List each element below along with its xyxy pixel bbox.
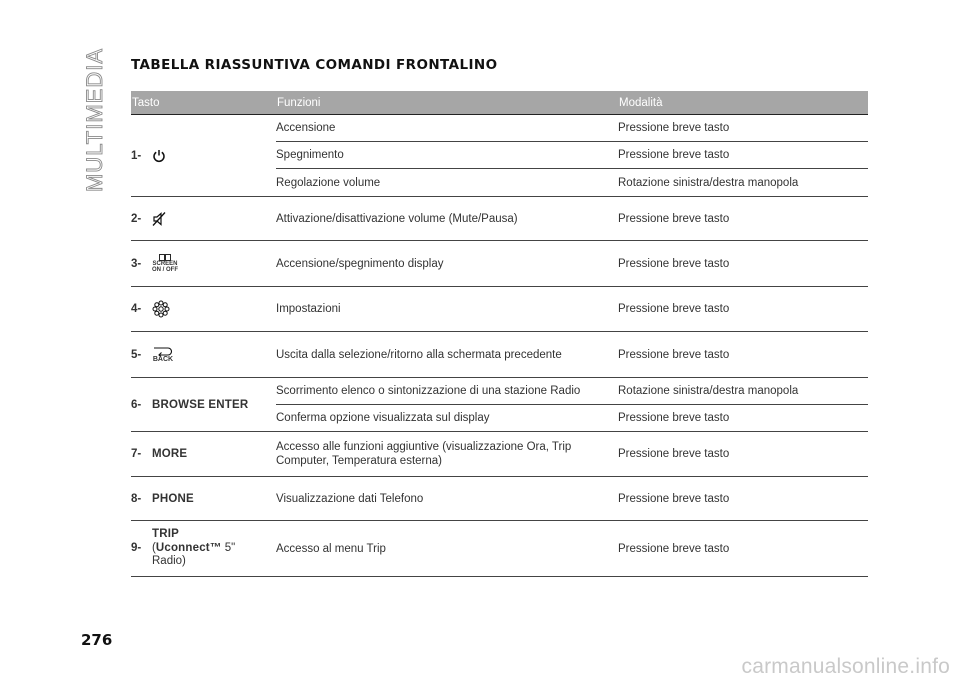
screen-icon-label: SCREEN — [152, 261, 178, 267]
screen-on-off-icon — [152, 254, 178, 273]
mode-cell: Pressione breve tasto — [618, 332, 868, 378]
function-cell — [276, 432, 618, 477]
key-number: 6- — [131, 398, 142, 411]
trip-uconnect: Uconnect™ — [155, 541, 222, 554]
column-header-tasto: Tasto — [131, 91, 276, 115]
back-icon-label: BACK — [152, 356, 174, 363]
key-number: 2- — [131, 212, 142, 225]
function-line: Accesso alle funzioni aggiuntive (visualizzazione Ora, Trip — [276, 440, 572, 453]
mode-cell: Pressione breve tasto — [618, 287, 868, 332]
function-cell: Conferma opzione visualizzata sul display — [276, 405, 618, 432]
mode-cell: Pressione breve tasto — [618, 477, 868, 521]
table-row — [131, 521, 868, 577]
table-row — [131, 287, 868, 332]
trip-paren: ( — [152, 541, 156, 554]
on-off-icon-label: ON / OFF — [152, 267, 178, 273]
table-row — [131, 115, 868, 142]
table-row — [131, 241, 868, 287]
mode-cell: Pressione breve tasto — [618, 115, 868, 142]
more-key-label: MORE — [152, 448, 188, 460]
key-cell — [131, 197, 276, 241]
settings-gear-icon — [152, 300, 170, 318]
function-cell: Scorrimento elenco o sintonizzazione di una stazione Radio — [276, 378, 618, 405]
phone-key-label: PHONE — [152, 492, 194, 505]
section-label-text: MULTIMEDIA — [82, 47, 108, 193]
key-number: 5- — [131, 348, 142, 361]
table-row — [131, 378, 868, 405]
mode-cell: Pressione breve tasto — [618, 432, 868, 477]
mode-cell: Pressione breve tasto — [618, 521, 868, 577]
controls-table — [131, 91, 868, 577]
power-icon — [152, 149, 166, 163]
table-row — [131, 332, 868, 378]
mode-cell: Pressione breve tasto — [618, 241, 868, 287]
key-cell — [131, 432, 276, 477]
key-number: 1- — [131, 149, 142, 162]
mute-icon — [152, 211, 167, 227]
function-cell: Accensione/spegnimento display — [276, 241, 618, 287]
key-cell — [131, 115, 276, 197]
key-cell — [131, 521, 276, 577]
key-number: 7- — [131, 448, 142, 460]
key-cell — [131, 477, 276, 521]
trip-label: TRIP — [152, 527, 179, 540]
key-number: 9- — [131, 542, 142, 555]
page-title: TABELLA RIASSUNTIVA COMANDI FRONTALINO — [131, 57, 498, 73]
function-cell: Attivazione/disattivazione volume (Mute/Pausa) — [276, 197, 618, 241]
table-row — [131, 197, 868, 241]
mode-cell: Pressione breve tasto — [618, 197, 868, 241]
function-cell: Accesso al menu Trip — [276, 521, 618, 577]
table-row — [131, 477, 868, 521]
page-number: 276 — [81, 631, 113, 649]
function-cell: Visualizzazione dati Telefono — [276, 477, 618, 521]
function-line: Computer, Temperatura esterna) — [276, 455, 442, 467]
function-cell: Accensione — [276, 115, 618, 142]
mode-cell: Pressione breve tasto — [618, 405, 868, 432]
key-cell — [131, 378, 276, 432]
mode-cell: Rotazione sinistra/destra manopola — [618, 378, 868, 405]
function-cell: Impostazioni — [276, 287, 618, 332]
mode-cell: Pressione breve tasto — [618, 142, 868, 169]
key-number: 4- — [131, 303, 142, 315]
table-header-row — [131, 91, 868, 115]
watermark: carmanualsonline.info — [741, 655, 950, 678]
mode-cell: Rotazione sinistra/destra manopola — [618, 169, 868, 197]
column-header-modalita: Modalità — [618, 91, 868, 115]
key-number: 3- — [131, 257, 142, 270]
key-cell — [131, 287, 276, 332]
trip-radio: Radio) — [152, 555, 186, 568]
function-cell: Regolazione volume — [276, 169, 618, 197]
trip-size: 5" — [221, 541, 236, 554]
function-cell: Spegnimento — [276, 142, 618, 169]
column-header-funzioni: Funzioni — [276, 91, 618, 115]
trip-key-label — [152, 528, 235, 569]
section-side-label — [80, 45, 110, 195]
back-arrow-icon — [152, 346, 174, 363]
key-cell — [131, 241, 276, 287]
key-cell — [131, 332, 276, 378]
table-row — [131, 432, 868, 477]
browse-enter-key-label: BROWSE ENTER — [152, 398, 249, 411]
key-number: 8- — [131, 492, 142, 505]
function-cell: Uscita dalla selezione/ritorno alla schermata precedente — [276, 332, 618, 378]
